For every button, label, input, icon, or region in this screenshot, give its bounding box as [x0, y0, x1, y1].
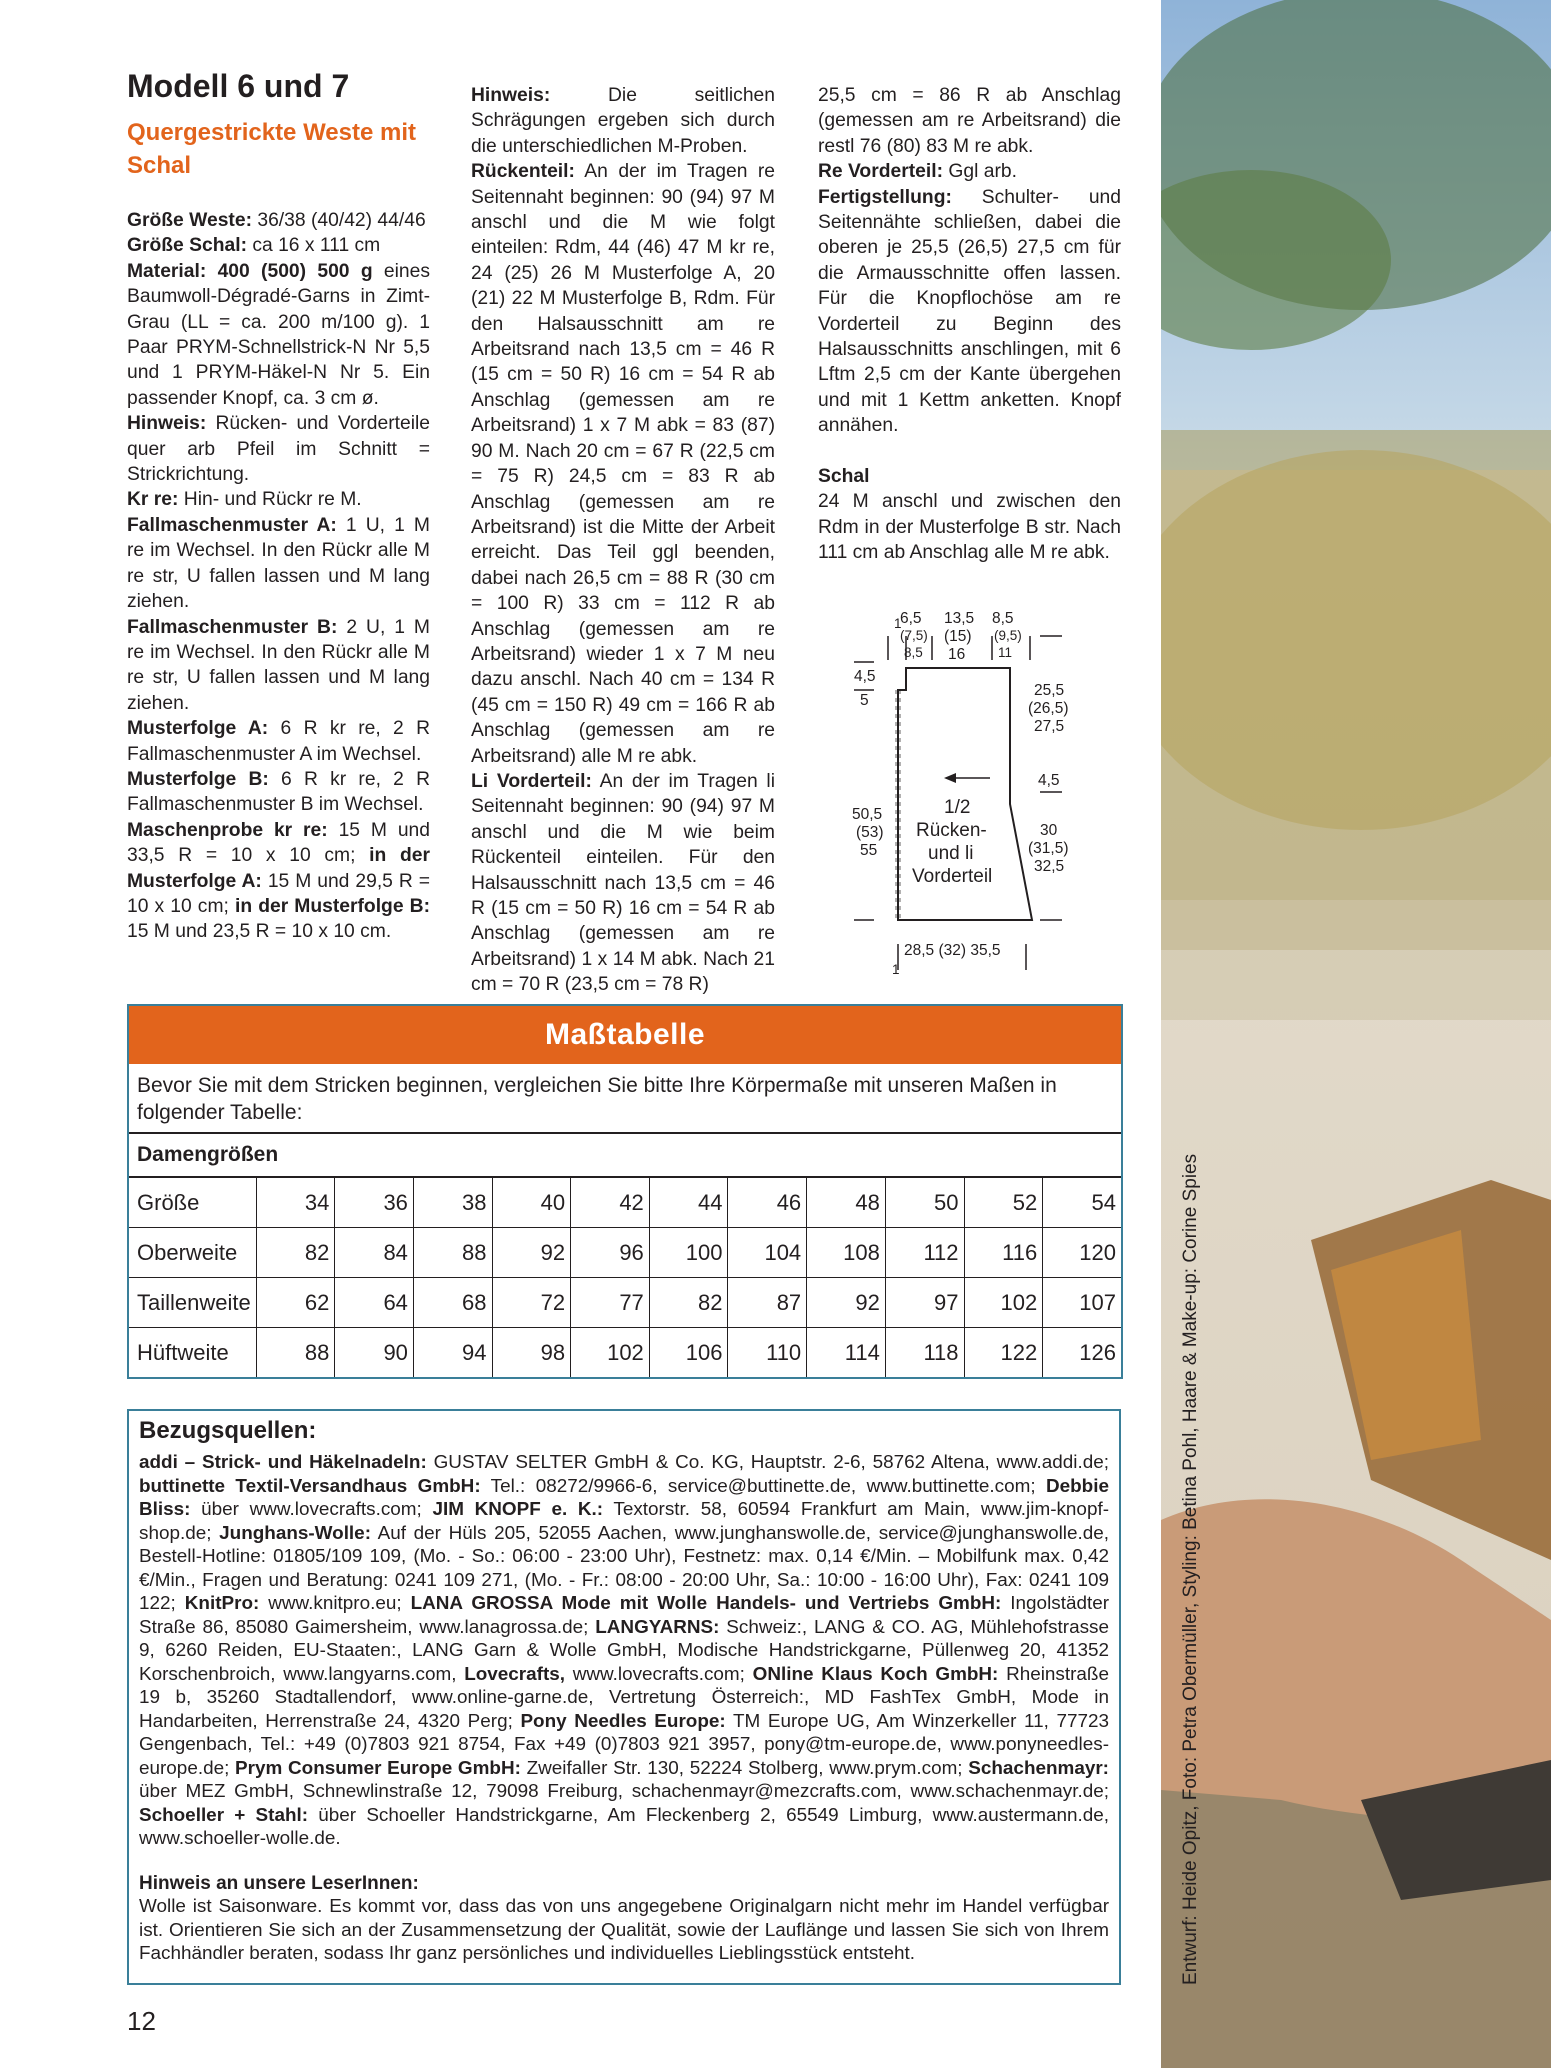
table-cell: 98	[492, 1328, 571, 1378]
row-label: Taillenweite	[129, 1278, 256, 1328]
col1-paragraph: Maschenprobe kr re: 15 M und 33,5 R = 10 x 10 cm; in der Musterfolge A: 15 M und 29,5 R = 10 x 10 cm; in der Musterfolge B: 15 M und 23,5 R = 10 x 10 cm.	[127, 819, 430, 943]
photo-credit: Entwurf: Heide Opitz, Foto: Petra Obermüller, Styling: Betina Pohl, Haare & Make-up: Corine Spies	[1180, 1153, 1201, 1985]
dim-right-b: 4,5	[1038, 772, 1060, 789]
dim-bottom-1: 1	[892, 962, 900, 977]
suppliers-box	[127, 1409, 1121, 1985]
table-cell: 46	[728, 1178, 807, 1228]
col2-paragraph: Li Vorderteil: An der im Tragen li Seitennaht beginnen: 90 (94) 97 M anschl und die M wie beim Rückenteil einteilen. Für den Halsausschnitt nach 13,5 cm = 46 R (15 cm = 50 R) 16 cm = 54 R ab Anschlag (gemessen am re Arbeitsrand) 1 x 14 M abk. Nach 21 cm = 70 R (23,5 cm = 78 R)	[471, 770, 775, 996]
dim-left-b: 5	[860, 692, 869, 709]
dim-right-c: 30	[1040, 822, 1058, 839]
dim-top-a2: (7,5)	[900, 628, 928, 643]
table-cell: 108	[807, 1228, 886, 1278]
dim-top-a: 6,5	[900, 610, 922, 627]
table-cell: 102	[571, 1328, 650, 1378]
table-cell: 68	[413, 1278, 492, 1328]
table-row	[129, 1178, 1121, 1228]
suppliers-heading: Bezugsquellen:	[139, 1417, 317, 1444]
table-cell: 90	[335, 1328, 414, 1378]
page-subtitle: Quergestrickte Weste mit Schal	[127, 119, 416, 179]
table-cell: 100	[649, 1228, 728, 1278]
col3-paragraph: 25,5 cm = 86 R ab Anschlag (gemessen am re Arbeitsrand) die restl 76 (80) 83 M re abk.	[818, 85, 1121, 157]
table-cell: 92	[492, 1228, 571, 1278]
table-cell: 122	[964, 1328, 1043, 1378]
dim-right-c3: 32,5	[1034, 858, 1065, 875]
col1-paragraph: Musterfolge A: 6 R kr re, 2 R Fallmaschenmuster A im Wechsel.	[127, 718, 430, 765]
dim-top-c3: 11	[998, 645, 1013, 660]
label-line-1: 1/2	[944, 797, 971, 818]
size-table-box	[127, 1004, 1123, 1379]
dim-left-c: 50,5	[852, 806, 883, 823]
table-row	[129, 1278, 1121, 1328]
dim-right-a3: 27,5	[1034, 718, 1065, 735]
table-cell: 34	[256, 1178, 335, 1228]
table-cell: 42	[571, 1178, 650, 1228]
table-cell: 92	[807, 1278, 886, 1328]
table-cell: 38	[413, 1178, 492, 1228]
table-cell: 94	[413, 1328, 492, 1378]
col3-paragraph: Re Vorderteil: Ggl arb.	[818, 161, 1017, 183]
table-cell: 104	[728, 1228, 807, 1278]
label-line-4: Vorderteil	[912, 866, 993, 887]
table-cell: 44	[649, 1178, 728, 1228]
dim-right-a2: (26,5)	[1028, 700, 1069, 717]
page-number: 12	[127, 2006, 156, 2036]
table-cell: 97	[885, 1278, 964, 1328]
size-table-heading: Maßtabelle	[129, 1006, 1121, 1064]
label-line-3: und li	[928, 843, 974, 864]
dim-top-a3: 8,5	[904, 645, 923, 660]
schematic-outline	[840, 600, 1140, 980]
col1-paragraph: Musterfolge B: 6 R kr re, 2 R Fallmaschenmuster B im Wechsel.	[127, 768, 431, 816]
dim-top-1: 1	[894, 616, 902, 631]
table-cell: 120	[1043, 1228, 1121, 1278]
table-cell: 106	[649, 1328, 728, 1378]
table-cell: 62	[256, 1278, 335, 1328]
table-cell: 77	[571, 1278, 650, 1328]
table-cell: 88	[413, 1228, 492, 1278]
suppliers-text: addi – Strick- und Häkelnadeln: GUSTAV SELTER GmbH & Co. KG, Hauptstr. 2-6, 58762 Altena, www.addi.de; buttinette Textil-Versandhaus GmbH: Tel.: 08272/9966-6, service@buttinette.de, www.buttinette.com; Debbie Bliss: über www.lovecrafts.com; JIM KNOPF e. K.: Textorstr. 58, 60594 Frankfurt am Main, www.jim-knopf-shop.de; Junghans-Wolle: Auf der Hüls 205, 52055 Aachen, www.junghanswolle.de, service@junghanswolle.de, Bestell-Hotline: 01805/109 109, (Mo. - So.: 06:00 - 23:00 Uhr), Festnetz: max. 0,14 €/Min. – Mobilfunk max. 0,42 €/Min., Fragen und Beratung: 0241 109 271, (Mo. - Fr.: 08:00 - 20:00 Uhr, Sa.: 10:00 - 16:00 Uhr), Fax: 0241 109 122; KnitPro: www.knitpro.eu; LANA GROSSA Mode mit Wolle Handels- und Vertriebs GmbH: Ingolstädter Straße 86, 85080 Gaimersheim, www.lanagrossa.de; LANGYARNS: Schweiz:, LANG & CO. AG, Mühlehofstrasse 9, 6260 Reiden, EU-Staaten:, LANG Garn & Wolle GmbH, Modische Handstrickgarne, Püllenweg 20, 41352 Korschenbroich, www.langyarns.com, Lovecrafts, www.lovecrafts.com; ONline Klaus Koch GmbH: Rheinstraße 19 b, 35260 Stadtallendorf, www.online-garne.de, Vertretung Österreich:, MD FashTex GmbH, Mode in Handarbeiten, Herrenstraße 24, 4320 Perg; Pony Needles Europe: TM Europe UG, Am Winzerkeller 11, 77723 Gengenbach, Tel.: +49 (0)7803 921 8754, Fax +49 (0)7803 921 3957, pony@tm-europe.de, www.ponyneedles-europe.de; Prym Consumer Europe GmbH: Zweifaller Str. 130, 52224 Stolberg, www.prym.com; Schachenmayr: über MEZ GmbH, Schnewlinstraße 12, 79098 Freiburg, schachenmayr@mezcrafts.com, www.schachenmayr.de; Schoeller + Stahl: über Schoeller Handstrickgarne, Am Fleckenberg 2, 65549 Limburg, www.austermann.de, www.schoeller-wolle.de.	[139, 1452, 1110, 1849]
reader-note-text: Wolle ist Saisonware. Es kommt vor, dass das von uns angegebene Originalgarn nicht mehr im Handel verfügbar ist. Orientieren Sie sich an der Zusammensetzung der Qualität, sowie der Lauflänge und lassen Sie sich von Ihrem Fachhändler beraten, sodass Ihr ganz persönliches und individuelles Lieblingsstück entsteht.	[139, 1896, 1109, 1964]
table-cell: 50	[885, 1178, 964, 1228]
dim-right-c2: (31,5)	[1028, 840, 1069, 857]
text-column-3	[818, 83, 1121, 565]
table-cell: 84	[335, 1228, 414, 1278]
col1-paragraph: Fallmaschenmuster B: 2 U, 1 M re im Wechsel. In den Rückr alle M re str, U fallen lassen und M lang ziehen.	[127, 616, 430, 714]
row-label: Hüftweite	[137, 1339, 229, 1365]
table-cell: 87	[728, 1278, 807, 1328]
col2-paragraph: Hinweis: Die seitlichen Schrägungen ergeben sich durch die unterschiedlichen M-Proben.	[471, 85, 775, 157]
table-cell: 118	[885, 1328, 964, 1378]
dim-top-b3: 16	[948, 646, 966, 663]
table-cell: 64	[335, 1278, 414, 1328]
dim-bottom: 28,5 (32) 35,5	[904, 942, 1001, 959]
col1-paragraph: Material: 400 (500) 500 g eines Baumwoll-Dégradé-Garns in Zimt-Grau (LL = ca. 200 m/100 g). 1 Paar PRYM-Schnellstrick-N Nr 5,5 und 1 PRYM-Häkel-N Nr 5. Ein passender Knopf, ca. 3 cm ø.	[127, 260, 430, 409]
table-cell: 52	[964, 1178, 1043, 1228]
text-column-2	[471, 83, 775, 998]
knit-direction-arrow	[944, 773, 956, 783]
table-cell: 107	[1043, 1278, 1121, 1328]
dim-left-c2: (53)	[856, 824, 884, 841]
model-photo	[1161, 0, 1551, 2068]
knitting-schematic	[840, 600, 1140, 980]
size-table-subheading: Damengrößen	[129, 1134, 1121, 1178]
table-cell: 96	[571, 1228, 650, 1278]
table-cell: 110	[728, 1328, 807, 1378]
size-table-intro: Bevor Sie mit dem Stricken beginnen, vergleichen Sie bitte Ihre Körpermaße mit unseren Maßen in folgender Tabelle:	[129, 1064, 1121, 1134]
schal-heading: Schal	[818, 465, 870, 487]
table-row	[129, 1228, 1121, 1278]
col3-paragraph: Fertigstellung: Schulter- und Seitennähte schließen, dabei die oberen je 25,5 (26,5) 27,5 cm für die Armausschnitte offen lassen. Für die Knopflochöse am re Vorderteil zu Beginn des Halsausschnitts anschlingen, mit 6 Lftm 2,5 cm der Kante übergehen und mit 1 Kettm anketten. Knopf annähen.	[818, 186, 1121, 437]
schal-text: 24 M anschl und zwischen den Rdm in der Musterfolge B str. Nach 111 cm ab Anschlag alle M re abk.	[818, 491, 1121, 563]
table-cell: 40	[492, 1178, 571, 1228]
table-cell: 116	[964, 1228, 1043, 1278]
table-cell: 48	[807, 1178, 886, 1228]
col1-paragraph: Fallmaschenmuster A: 1 U, 1 M re im Wechsel. In den Rückr alle M re str, U fallen lassen und M lang ziehen.	[127, 514, 430, 613]
table-cell: 82	[649, 1278, 728, 1328]
size-table	[129, 1178, 1121, 1377]
dim-top-b2: (15)	[944, 628, 972, 645]
col1-paragraph: Größe Schal: ca 16 x 111 cm	[127, 235, 381, 257]
reader-note-heading: Hinweis an unsere LeserInnen:	[139, 1872, 419, 1894]
col1-paragraph: Kr re: Hin- und Rückr re M.	[127, 489, 362, 511]
dim-top-c: 8,5	[992, 610, 1014, 627]
page-title: Modell 6 und 7	[127, 68, 350, 104]
col1-paragraph: Größe Weste: 36/38 (40/42) 44/46	[127, 210, 426, 231]
table-cell: 102	[964, 1278, 1043, 1328]
row-label: Oberweite	[129, 1228, 256, 1278]
dim-left-c3: 55	[860, 842, 878, 859]
dim-left-a: 4,5	[854, 668, 876, 685]
dim-top-c2: (9,5)	[994, 628, 1022, 643]
finishing-instructions	[818, 83, 1121, 439]
row-label: Größe	[129, 1178, 256, 1228]
col2-paragraph: Rückenteil: An der im Tragen re Seitennaht beginnen: 90 (94) 97 M anschl und die M wie folgt einteilen: Rdm, 44 (46) 47 M kr re, 24 (25) 26 M Musterfolge A, 20 (21) 22 M Musterfolge B, Rdm. Für den Halsausschnitt am re Arbeitsrand nach 13,5 cm = 46 R (15 cm = 50 R) 16 cm = 54 R ab Anschlag (gemessen am re Arbeitsrand) 1 x 7 M abk = 83 (87) 90 M. Nach 20 cm = 67 R (22,5 cm = 75 R) 24,5 cm = 83 R ab Anschlag (gemessen am re Arbeitsrand) ist die Mitte der Arbeit erreicht. Das Teil ggl beenden, dabei nach 26,5 cm = 88 R (30 cm = 100 R) 33 cm = 112 R ab Anschlag (gemessen am re Arbeitsrand) wieder 1 x 7 M neu dazu anschl. Nach 40 cm = 134 R (45 cm = 150 R) 49 cm = 166 R ab Anschlag (gemessen am re Arbeitsrand) alle M re abk.	[471, 161, 775, 767]
table-cell: 54	[1043, 1178, 1121, 1228]
label-line-2: Rücken-	[916, 820, 987, 841]
table-cell: 36	[335, 1178, 414, 1228]
table-row	[129, 1328, 1121, 1378]
table-cell: 88	[256, 1328, 335, 1378]
table-cell: 72	[492, 1278, 571, 1328]
dim-right-a: 25,5	[1034, 682, 1065, 699]
table-cell: 126	[1043, 1328, 1121, 1378]
col1-paragraph: Hinweis: Rücken- und Vorderteile quer arb Pfeil im Schnitt = Strickrichtung.	[127, 413, 430, 486]
table-cell: 112	[885, 1228, 964, 1278]
table-cell: 114	[807, 1328, 886, 1378]
table-cell: 82	[256, 1228, 335, 1278]
dim-top-b: 13,5	[944, 610, 975, 627]
text-column-1	[127, 208, 430, 945]
